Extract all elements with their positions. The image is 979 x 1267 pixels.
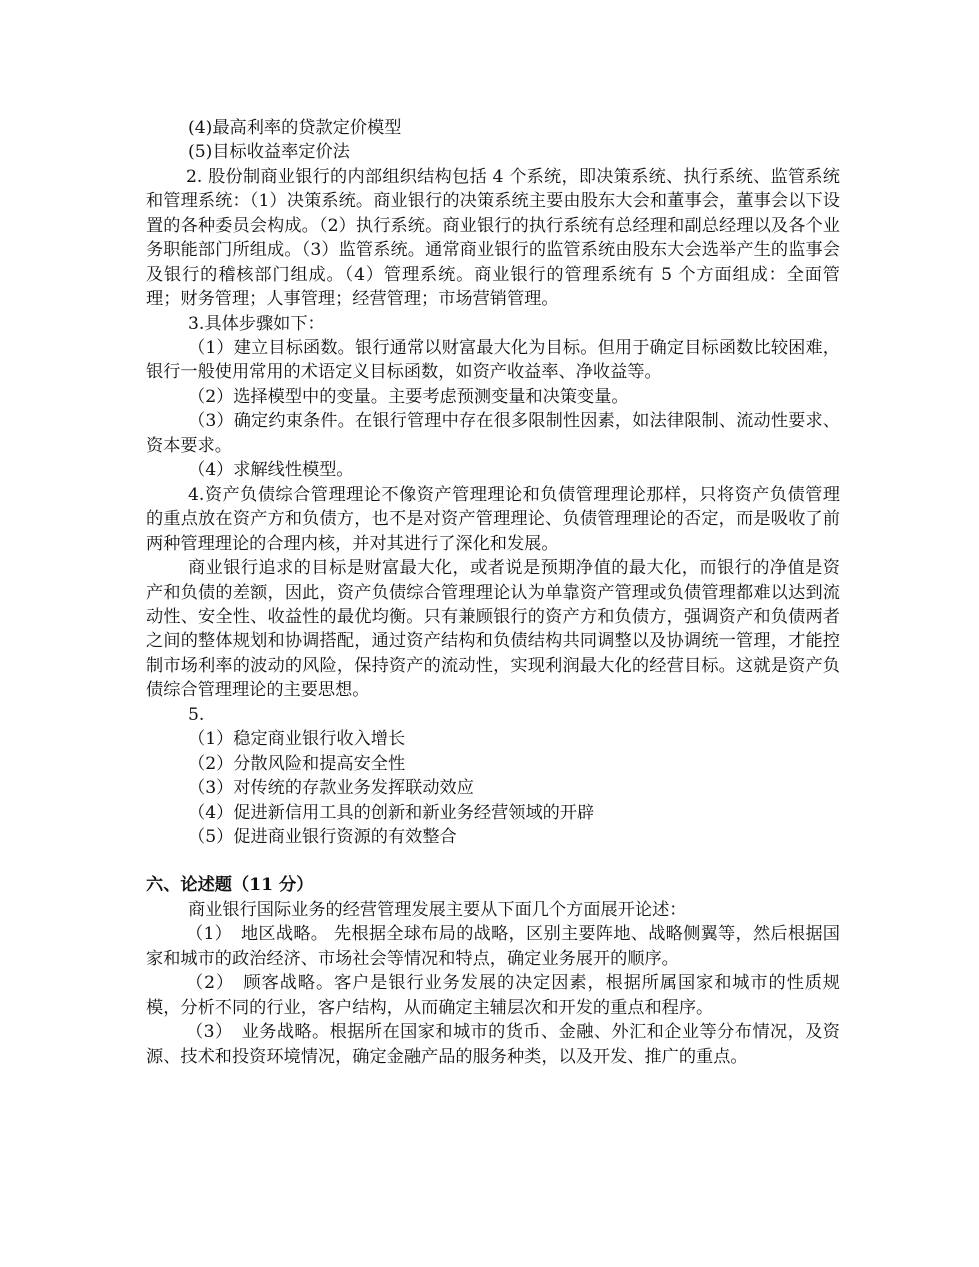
- answer-5-item: （4）促进新信用工具的创新和新业务经营领域的开辟: [188, 802, 595, 823]
- section-6-heading: 六、论述题（11 分）: [146, 875, 314, 896]
- answer-3-step-1: （1）建立目标函数。银行通常以财富最大化为目标。但用于确定目标函数比较困难，银行一般使用常用的术语定义目标函数，如资产收益率、净收益等。: [146, 338, 840, 383]
- section-6-intro: 商业银行国际业务的经营管理发展主要从下面几个方面展开论述：: [188, 899, 687, 920]
- section-6-point-1: （1） 地区战略。 先根据全球布局的战略，区别主要阵地、战略侧翼等，然后根据国家和城市的政治经济、市场社会等情况和特点，确定业务展开的顺序。: [146, 924, 840, 969]
- answer-5-item: （2）分散风险和提高安全性: [188, 753, 406, 774]
- answer-3-step-4: （4）求解线性模型。: [188, 460, 354, 481]
- document-page: [146, 116, 840, 1069]
- section-spacer: [146, 849, 840, 873]
- section-6-point-2: （2） 顾客战略。客户是银行业务发展的决定因素，根据所属国家和城市的性质规模，分析不同的行业，客户结构，从而确定主辅层次和开发的重点和程序。: [146, 973, 840, 1018]
- section-6-point-3: （3） 业务战略。根据所在国家和城市的货币、金融、外汇和企业等分布情况，及资源、技术和投资环境情况，确定金融产品的服务种类，以及开发、推广的重点。: [146, 1022, 840, 1067]
- answer-3-title: 3.具体步骤如下：: [188, 313, 325, 334]
- answer-5-number: 5.: [188, 704, 205, 725]
- answer-3-step-3: （3）确定约束条件。在银行管理中存在很多限制性因素，如法律限制、流动性要求、资本要求。: [146, 411, 840, 456]
- answer-4-paragraph-1: 4.资产负债综合管理理论不像资产管理理论和负债管理理论那样，只将资产负债管理的重点放在资产方和负债方，也不是对资产管理理论、负债管理理论的否定，而是吸收了前两种管理理论的合理内核，并对其进行了深化和发展。: [146, 484, 840, 554]
- answer-5-item: （1）稳定商业银行收入增长: [188, 729, 406, 750]
- answer-2-paragraph: 2. 股份制商业银行的内部组织结构包括 4 个系统，即决策系统、执行系统、监管系统和管理系统：（1）决策系统。商业银行的决策系统主要由股东大会和董事会，董事会以下设置的各种委员会构成。（2）执行系统。商业银行的执行系统有总经理和副总经理以及各个业务职能部门所组成。（3）监管系统。通常商业银行的监管系统由股东大会选举产生的监事会及银行的稽核部门组成。（4）管理系统。商业银行的管理系统有 5 个方面组成：全面管理；财务管理；人事管理；经营管理；市场营销管理。: [146, 166, 840, 310]
- answer-4-paragraph-2: 商业银行追求的目标是财富最大化，或者说是预期净值的最大化，而银行的净值是资产和负债的差额，因此，资产负债综合管理理论认为单靠资产管理或负债管理都难以达到流动性、安全性、收益性的最优均衡。只有兼顾银行的资产方和负债方，强调资产和负债两者之间的整体规划和协调搭配，通过资产结构和负债结构共同调整以及协调统一管理，才能控制市场利率的波动的风险，保持资产的流动性，实现利润最大化的经营目标。这就是资产负债综合管理理论的主要思想。: [146, 558, 840, 701]
- target-yield-pricing-item: (5)目标收益率定价法: [188, 142, 350, 163]
- answer-5-item: （3）对传统的存款业务发挥联动效应: [188, 778, 474, 799]
- loan-pricing-model-item: (4)最高利率的贷款定价模型: [188, 118, 402, 138]
- answer-5-item: （5）促进商业银行资源的有效整合: [188, 826, 457, 847]
- answer-3-step-2: （2）选择模型中的变量。主要考虑预测变量和决策变量。: [188, 386, 629, 407]
